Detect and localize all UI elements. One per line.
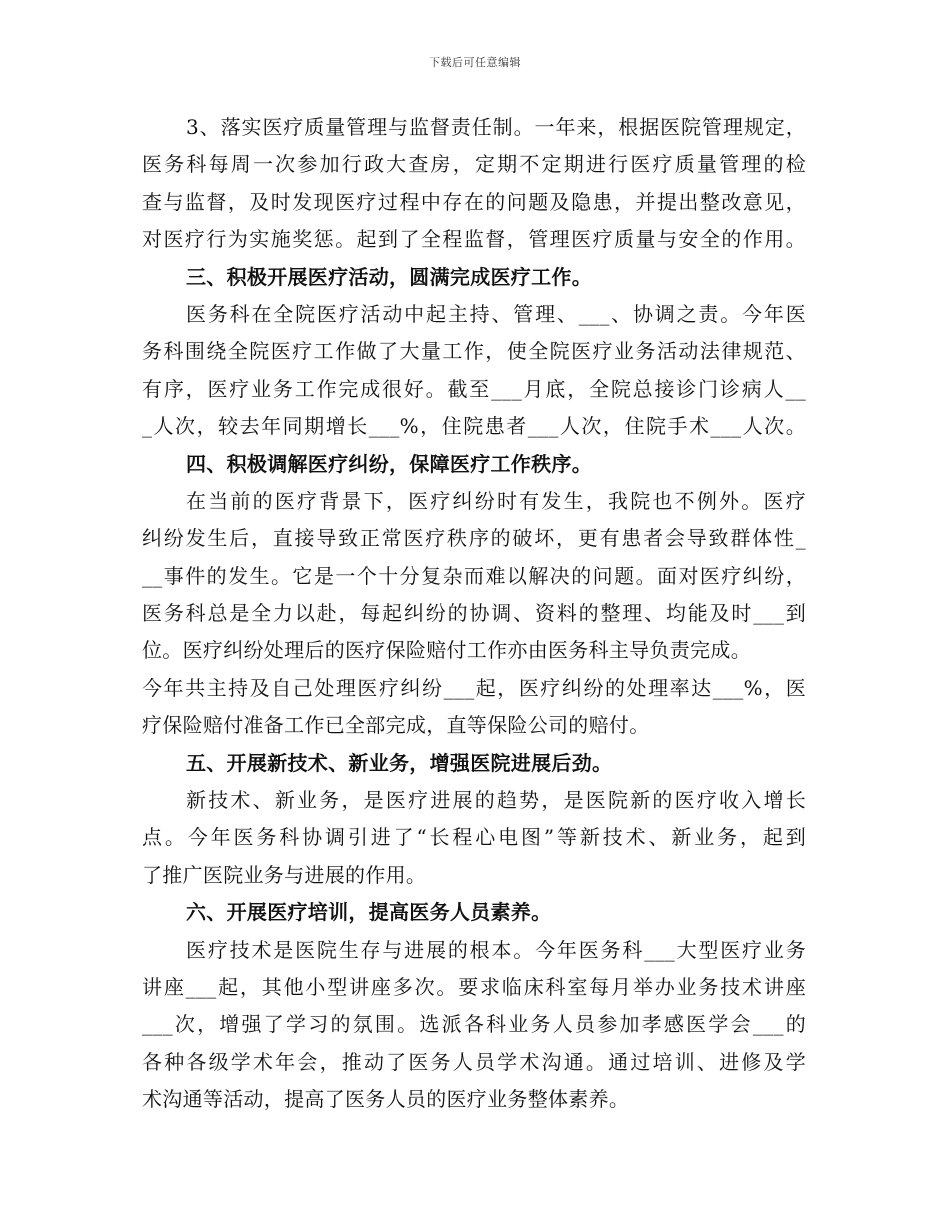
paragraph-line: 3、落实医疗质量管理与监督责任制。一年来，根据医院管理规定， [186, 115, 806, 139]
paragraph-line: 务科围绕全院医疗工作做了大量工作，使全院医疗业务活动法律规范、 [142, 339, 806, 364]
paragraph-line: 有序，医疗业务工作完成很好。截至___月底，全院总接诊门诊病人__ [142, 376, 806, 401]
paragraph-line: 纠纷发生后，直接导致正常医疗秩序的破坏，更有患者会导致群体性_ [142, 526, 806, 551]
section-heading: 六、开展医疗培训，提高医务人员素养。 [186, 900, 552, 925]
paragraph-line: 医疗技术是医院生存与进展的根本。今年医务科___大型医疗业务 [186, 937, 806, 962]
paragraph-line: 新技术、新业务，是医疗进展的趋势，是医院新的医疗收入增长 [186, 788, 806, 813]
paragraph-line: 疗保险赔付准备工作已全部完成，直等保险公司的赔付。 [142, 713, 650, 738]
paragraph-line: 了推广医院业务与进展的作用。 [142, 862, 427, 887]
header-note: 下载后可任意编辑 [429, 56, 521, 69]
paragraph-line: ___次，增强了学习的氛围。选派各科业务人员参加孝感医学会___的 [142, 1012, 806, 1037]
section-heading: 五、开展新技术、新业务，增强医院进展后劲。 [186, 750, 613, 775]
section-heading: 四、积极调解医疗纠纷，保障医疗工作秩序。 [186, 451, 592, 476]
paragraph-line: 医务科每周一次参加行政大查房，定期不定期进行医疗质量管理的检 [142, 152, 806, 177]
paragraph-line: 医务科在全院医疗活动中起主持、管理、___、协调之责。今年医 [186, 301, 806, 326]
paragraph-line: __事件的发生。它是一个十分复杂而难以解决的问题。面对医疗纠纷， [142, 563, 806, 588]
paragraph-line: 医务科总是全力以赴，每起纠纷的协调、资料的整理、均能及时___到 [142, 601, 806, 626]
paragraph-line: 术沟通等活动，提高了医务人员的医疗业务整体素养。 [142, 1087, 630, 1112]
paragraph-line: 点。今年医务科协调引进了“长程心电图”等新技术、新业务，起到 [142, 825, 806, 850]
paragraph-line: _人次，较去年同期增长___%，住院患者___人次，住院手术___人次。 [142, 414, 806, 439]
paragraph-line: 位。医疗纠纷处理后的医疗保险赔付工作亦由医务科主导负责完成。 [142, 638, 751, 663]
paragraph-line: 查与监督，及时发现医疗过程中存在的问题及隐患，并提出整改意见， [142, 189, 806, 214]
section-heading: 三、积极开展医疗活动，圆满完成医疗工作。 [186, 264, 592, 289]
document-body [142, 109, 806, 1119]
paragraph-line: 讲座___起，其他小型讲座多次。要求临床科室每月举办业务技术讲座 [142, 974, 806, 999]
paragraph-line: 各种各级学术年会，推动了医务人员学术沟通。通过培训、进修及学 [142, 1049, 806, 1074]
paragraph-line: 在当前的医疗背景下，医疗纠纷时有发生，我院也不例外。医疗 [186, 488, 806, 513]
paragraph-line: 对医疗行为实施奖惩。起到了全程监督，管理医疗质量与安全的作用。 [142, 227, 806, 252]
paragraph-line: 今年共主持及自己处理医疗纠纷___起，医疗纠纷的处理率达___%，医 [142, 675, 806, 700]
